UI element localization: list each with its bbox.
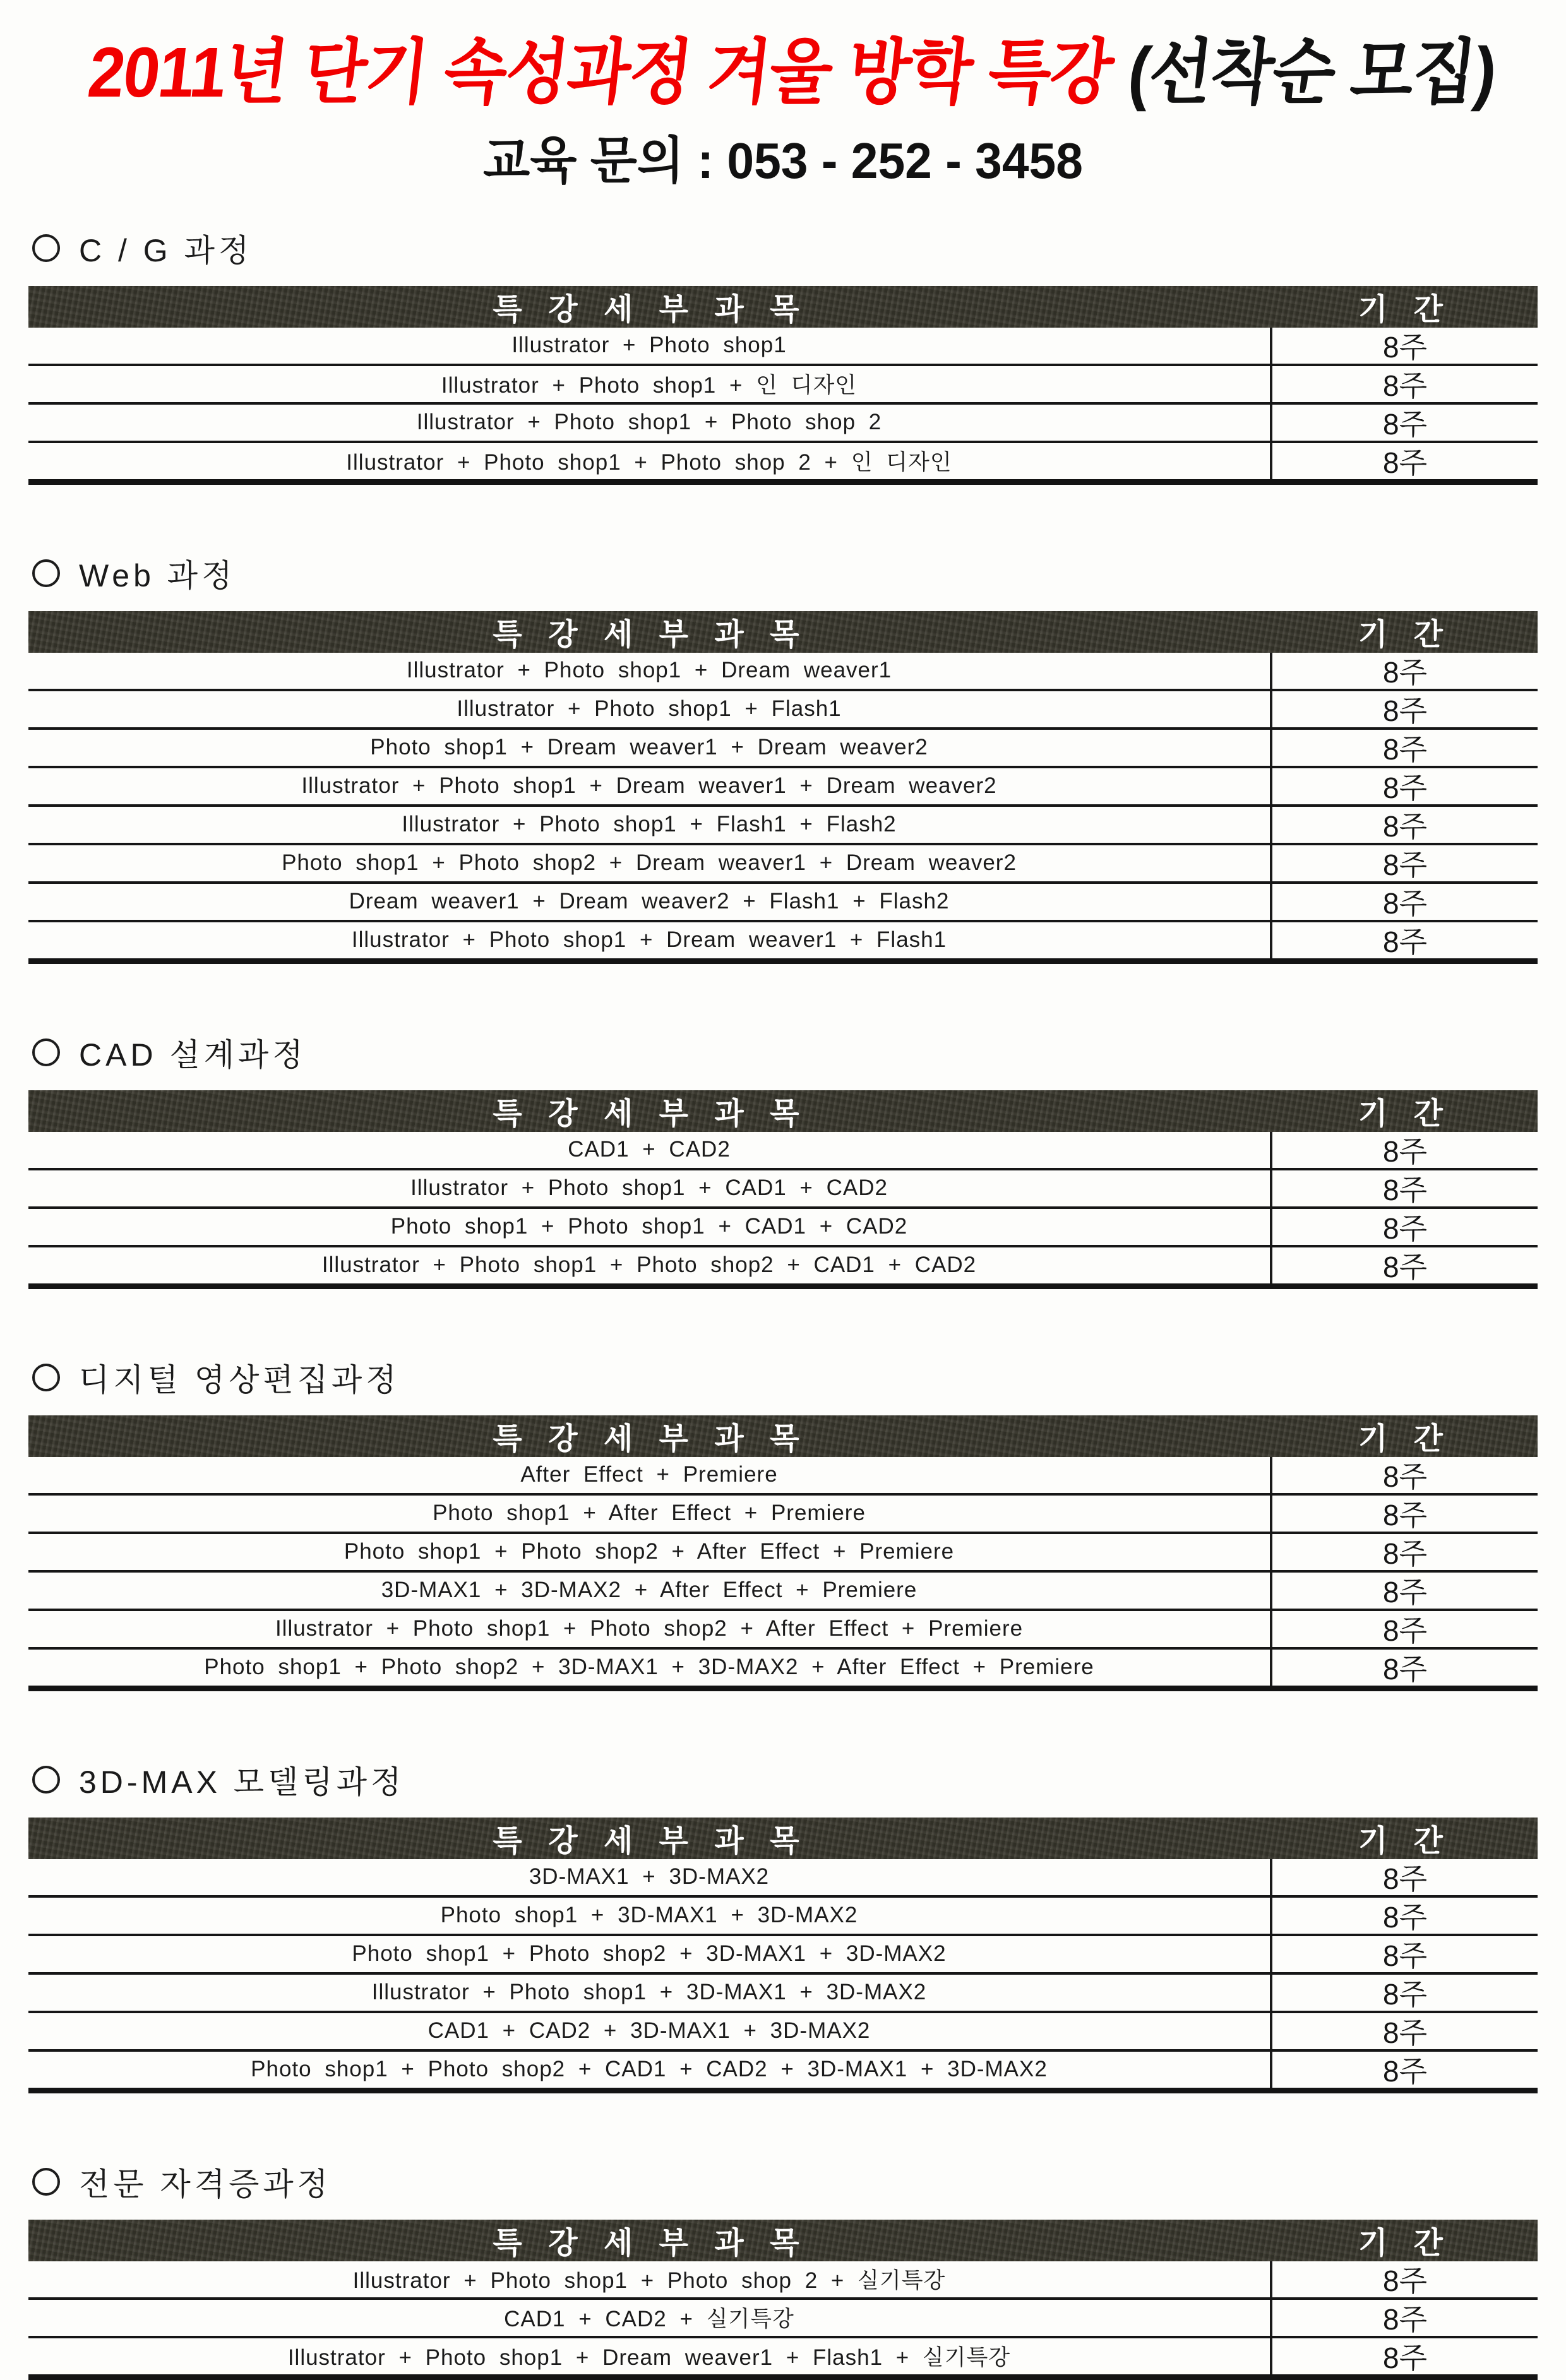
course-duration-cell: 8주 <box>1270 691 1538 727</box>
table-body <box>28 653 1538 958</box>
circle-bullet-icon <box>32 1766 60 1794</box>
course-duration-cell: 8주 <box>1270 2261 1538 2297</box>
course-subject-cell: Illustrator + Photo shop1 + 3D-MAX1 + 3D-MAX2 <box>371 1980 927 2005</box>
table-row <box>28 1209 1538 1247</box>
section-heading <box>32 550 1534 596</box>
table-row <box>28 1170 1538 1209</box>
course-subject-cell: Illustrator + Photo shop1 + Flash1 <box>457 696 842 722</box>
course-subject-cell: Illustrator + Photo shop1 + Photo shop 2 + 인 디자인 <box>346 450 952 475</box>
course-subject-cell: Illustrator + Photo shop1 + Dream weaver1 + Dream weaver2 <box>301 773 997 799</box>
table-row <box>28 653 1538 691</box>
page-title <box>84 33 1500 112</box>
page-title-main: 2011년 단기 속성과정 겨울 방학 특강 <box>84 33 1133 112</box>
table-row <box>28 1975 1538 2013</box>
course-subject-cell: 3D-MAX1 + 3D-MAX2 + After Effect + Premiere <box>381 1578 917 1603</box>
course-duration-cell: 8주 <box>1270 1611 1538 1647</box>
course-subject-cell: Illustrator + Photo shop1 + Dream weaver1 + Flash1 <box>351 927 947 953</box>
column-header-subject: 특 강 세 부 과 목 <box>493 618 808 652</box>
course-duration-cell: 8주 <box>1270 1573 1538 1609</box>
table-row <box>28 2261 1538 2300</box>
contact-line: 교육 문의 : 053 - 252 - 3458 <box>483 132 1083 189</box>
section-heading <box>32 2159 1534 2204</box>
course-section <box>28 1757 1538 2093</box>
circle-bullet-icon <box>32 1364 60 1391</box>
column-header-duration: 기 간 <box>1358 1422 1452 1456</box>
table-row <box>28 1898 1538 1936</box>
circle-bullet-icon <box>32 559 60 587</box>
table-row <box>28 328 1538 366</box>
column-header-duration: 기 간 <box>1358 293 1452 327</box>
table-row <box>28 1650 1538 1686</box>
column-header-subject: 특 강 세 부 과 목 <box>493 2227 808 2261</box>
course-section <box>28 225 1538 485</box>
course-duration-cell: 8주 <box>1270 1859 1538 1895</box>
table-row <box>28 768 1538 807</box>
circle-bullet-icon <box>32 234 60 262</box>
section-heading <box>32 1355 1534 1400</box>
table-row <box>28 1859 1538 1898</box>
course-duration-cell: 8주 <box>1270 1936 1538 1972</box>
table-row <box>28 2052 1538 2088</box>
section-heading <box>32 1757 1534 1802</box>
course-duration-cell: 8주 <box>1270 1496 1538 1532</box>
section-title: 디지털 영상편집과정 <box>79 1362 400 1398</box>
course-subject-cell: Photo shop1 + Photo shop2 + 3D-MAX1 + 3D-MAX2 <box>352 1941 947 1966</box>
table-header-row <box>28 2220 1538 2261</box>
table-row <box>28 1534 1538 1573</box>
column-header-subject: 특 강 세 부 과 목 <box>493 1097 808 1131</box>
course-subject-cell: Illustrator + Photo shop1 + CAD1 + CAD2 <box>410 1175 888 1201</box>
course-subject-cell: CAD1 + CAD2 <box>568 1137 731 1162</box>
course-section <box>28 2159 1538 2380</box>
circle-bullet-icon <box>32 2168 60 2196</box>
course-subject-cell: Photo shop1 + Photo shop2 + CAD1 + CAD2 + 3D-MAX1 + 3D-MAX2 <box>251 2057 1048 2082</box>
table-body <box>28 328 1538 479</box>
table-row <box>28 366 1538 405</box>
course-subject-cell: Photo shop1 + Photo shop1 + CAD1 + CAD2 <box>390 1214 908 1239</box>
course-section <box>28 1355 1538 1691</box>
course-duration-cell: 8주 <box>1270 1209 1538 1245</box>
course-duration-cell: 8주 <box>1270 2338 1538 2374</box>
column-header-subject: 특 강 세 부 과 목 <box>493 293 808 327</box>
course-duration-cell: 8주 <box>1270 884 1538 920</box>
course-table <box>28 1090 1538 1289</box>
course-subject-cell: Illustrator + Photo shop1 <box>511 333 787 358</box>
course-table <box>28 1818 1538 2093</box>
table-row <box>28 1496 1538 1534</box>
course-subject-cell: Illustrator + Photo shop1 + Photo shop2 + After Effect + Premiere <box>275 1616 1024 1641</box>
course-duration-cell: 8주 <box>1270 1650 1538 1686</box>
table-body <box>28 1859 1538 2088</box>
page-title-paren: (선착순 모집) <box>1124 33 1500 112</box>
course-duration-cell: 8주 <box>1270 730 1538 766</box>
course-section <box>28 1030 1538 1289</box>
table-body <box>28 1457 1538 1686</box>
table-row <box>28 1936 1538 1975</box>
course-duration-cell: 8주 <box>1270 1170 1538 1206</box>
course-subject-cell: Illustrator + Photo shop1 + 인 디자인 <box>441 373 858 398</box>
course-subject-cell: Photo shop1 + Dream weaver1 + Dream weaver2 <box>370 735 928 760</box>
section-title: 3D-MAX 모델링과정 <box>79 1764 405 1800</box>
course-duration-cell: 8주 <box>1270 1534 1538 1570</box>
course-subject-cell: Illustrator + Photo shop1 + Photo shop2 + CAD1 + CAD2 <box>321 1252 977 1278</box>
table-row <box>28 922 1538 958</box>
course-duration-cell: 8주 <box>1270 1457 1538 1493</box>
course-subject-cell: After Effect + Premiere <box>520 1462 778 1487</box>
course-duration-cell: 8주 <box>1270 1247 1538 1283</box>
course-subject-cell: Photo shop1 + Photo shop2 + Dream weaver1 + Dream weaver2 <box>282 850 1017 876</box>
table-header-row <box>28 1415 1538 1457</box>
course-subject-cell: Illustrator + Photo shop1 + Dream weaver1 + Flash1 + 실기특강 <box>287 2345 1011 2371</box>
course-duration-cell: 8주 <box>1270 2300 1538 2336</box>
table-body <box>28 2261 1538 2374</box>
section-heading <box>32 225 1534 271</box>
course-duration-cell: 8주 <box>1270 443 1538 479</box>
table-row <box>28 730 1538 768</box>
table-row <box>28 443 1538 479</box>
course-subject-cell: Illustrator + Photo shop1 + Flash1 + Flash2 <box>402 812 897 837</box>
section-title: CAD 설계과정 <box>79 1037 307 1073</box>
column-header-duration: 기 간 <box>1358 1824 1452 1859</box>
course-table <box>28 2220 1538 2380</box>
course-duration-cell: 8주 <box>1270 807 1538 843</box>
table-row <box>28 1247 1538 1283</box>
course-subject-cell: Photo shop1 + Photo shop2 + After Effect + Premiere <box>344 1539 955 1564</box>
course-subject-cell: Illustrator + Photo shop1 + Photo shop 2 <box>416 410 882 435</box>
table-row <box>28 845 1538 884</box>
course-subject-cell: 3D-MAX1 + 3D-MAX2 <box>529 1864 770 1889</box>
course-duration-cell: 8주 <box>1270 1898 1538 1934</box>
table-header-row <box>28 1818 1538 1859</box>
course-duration-cell: 8주 <box>1270 768 1538 804</box>
table-row <box>28 1611 1538 1650</box>
course-table <box>28 286 1538 485</box>
course-duration-cell: 8주 <box>1270 2052 1538 2088</box>
course-duration-cell: 8주 <box>1270 328 1538 364</box>
course-subject-cell: Photo shop1 + 3D-MAX1 + 3D-MAX2 <box>440 1903 858 1928</box>
column-header-duration: 기 간 <box>1358 2227 1452 2261</box>
course-duration-cell: 8주 <box>1270 845 1538 881</box>
course-duration-cell: 8주 <box>1270 653 1538 689</box>
course-subject-cell: Dream weaver1 + Dream weaver2 + Flash1 + Flash2 <box>349 889 950 914</box>
table-body <box>28 1132 1538 1283</box>
course-duration-cell: 8주 <box>1270 2013 1538 2049</box>
table-row <box>28 1132 1538 1170</box>
section-title: Web 과정 <box>79 557 236 593</box>
course-subject-cell: Photo shop1 + After Effect + Premiere <box>433 1501 866 1526</box>
course-subject-cell: CAD1 + CAD2 + 3D-MAX1 + 3D-MAX2 <box>427 2018 871 2044</box>
table-row <box>28 405 1538 443</box>
table-header-row <box>28 286 1538 328</box>
course-subject-cell: Illustrator + Photo shop1 + Dream weaver1 <box>406 658 892 683</box>
course-duration-cell: 8주 <box>1270 922 1538 958</box>
table-row <box>28 2300 1538 2338</box>
course-subject-cell: Photo shop1 + Photo shop2 + 3D-MAX1 + 3D-MAX2 + After Effect + Premiere <box>204 1655 1094 1680</box>
section-heading <box>32 1030 1534 1075</box>
column-header-subject: 특 강 세 부 과 목 <box>493 1422 808 1456</box>
section-title: C / G 과정 <box>79 232 253 268</box>
course-table <box>28 1415 1538 1691</box>
table-header-row <box>28 1090 1538 1132</box>
course-duration-cell: 8주 <box>1270 1975 1538 2011</box>
course-subject-cell: Illustrator + Photo shop1 + Photo shop 2 + 실기특강 <box>352 2268 946 2294</box>
column-header-subject: 특 강 세 부 과 목 <box>493 1824 808 1859</box>
table-row <box>28 807 1538 845</box>
circle-bullet-icon <box>32 1038 60 1066</box>
column-header-duration: 기 간 <box>1358 618 1452 652</box>
course-sections <box>28 225 1538 2380</box>
table-row <box>28 2013 1538 2052</box>
course-duration-cell: 8주 <box>1270 1132 1538 1168</box>
table-row <box>28 1573 1538 1611</box>
table-row <box>28 884 1538 922</box>
section-title: 전문 자격증과정 <box>79 2166 332 2202</box>
course-duration-cell: 8주 <box>1270 366 1538 402</box>
table-header-row <box>28 611 1538 653</box>
course-subject-cell: CAD1 + CAD2 + 실기특강 <box>504 2307 794 2332</box>
table-row <box>28 691 1538 730</box>
course-duration-cell: 8주 <box>1270 405 1538 441</box>
course-table <box>28 611 1538 964</box>
table-row <box>28 2338 1538 2374</box>
table-row <box>28 1457 1538 1496</box>
column-header-duration: 기 간 <box>1358 1097 1452 1131</box>
course-section <box>28 550 1538 964</box>
